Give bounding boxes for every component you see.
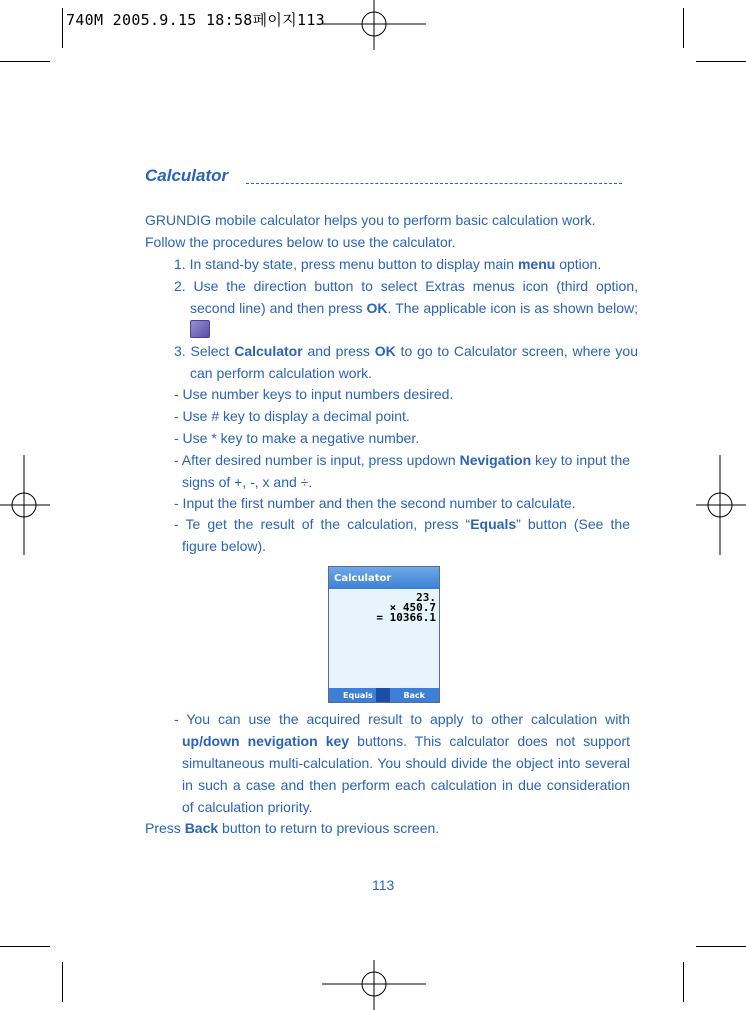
bullet-hash-key: - Use # key to display a decimal point. — [174, 408, 410, 424]
registration-mark-icon — [322, 960, 426, 1010]
page-title: Calculator — [145, 166, 229, 185]
crop-mark — [62, 962, 63, 1002]
extras-menu-icon — [190, 320, 210, 338]
step-2: 2. Use the direction button to select Extras menus icon (third option, second line) and then press OK. The applicable icon is as shown below; — [174, 275, 638, 341]
phone-operand-1: 23. — [416, 591, 436, 604]
phone-title: Calculator — [329, 567, 439, 589]
intro-line-2: Follow the procedures below to use the calculator. — [145, 234, 456, 250]
registration-mark-icon — [0, 455, 50, 555]
crop-mark — [696, 946, 746, 947]
equals-softkey: Equals — [343, 690, 373, 700]
registration-mark-icon — [696, 455, 746, 555]
crop-mark — [696, 61, 746, 62]
crop-mark — [0, 61, 50, 62]
bullet-star-key: - Use * key to make a negative number. — [174, 430, 420, 446]
bullet-equals: - Te get the result of the calculation, press “Equals” button (See the figure below). — [174, 516, 631, 554]
title-divider — [246, 183, 622, 184]
bullet-input-numbers: - Input the first number and then the second number to calculate. — [174, 495, 576, 511]
bullet-multi-calc: - You can use the acquired result to apply to other calculation with up/down nevigation key buttons. This calculator does not support simultaneous multi-calculation. You should divide the object into several in such a case and then perform each calculation in due consideration of calculation priority. — [174, 711, 631, 815]
page-number: 113 — [372, 877, 395, 893]
phone-center-key — [376, 688, 390, 702]
bullet-navigation: - After desired number is input, press updown Nevigation key to input the signs of +, -, x and ÷. — [174, 452, 631, 490]
phone-result: = 10366.1 — [376, 611, 436, 624]
crop-mark — [683, 962, 684, 1002]
press-back-note: Press Back button to return to previous screen. — [145, 820, 440, 836]
step-3: 3. Select Calculator and press OK to go to Calculator screen, where you can perform calculation work. — [174, 343, 638, 381]
step-1: 1. In stand-by state, press menu button to display main menu option. — [174, 256, 602, 272]
phone-operand-2: × 450.7 — [389, 601, 436, 614]
crop-mark — [62, 8, 63, 48]
registration-mark-icon — [322, 0, 426, 50]
back-softkey: Back — [403, 690, 425, 700]
calculator-screen-figure — [328, 566, 440, 703]
print-header: 740M 2005.9.15 18:58페이지113 — [66, 11, 325, 29]
crop-mark — [683, 8, 684, 48]
crop-mark — [0, 946, 50, 947]
bullet-number-keys: - Use number keys to input numbers desired. — [174, 386, 454, 402]
intro-line-1: GRUNDIG mobile calculator helps you to perform basic calculation work. — [145, 212, 596, 228]
